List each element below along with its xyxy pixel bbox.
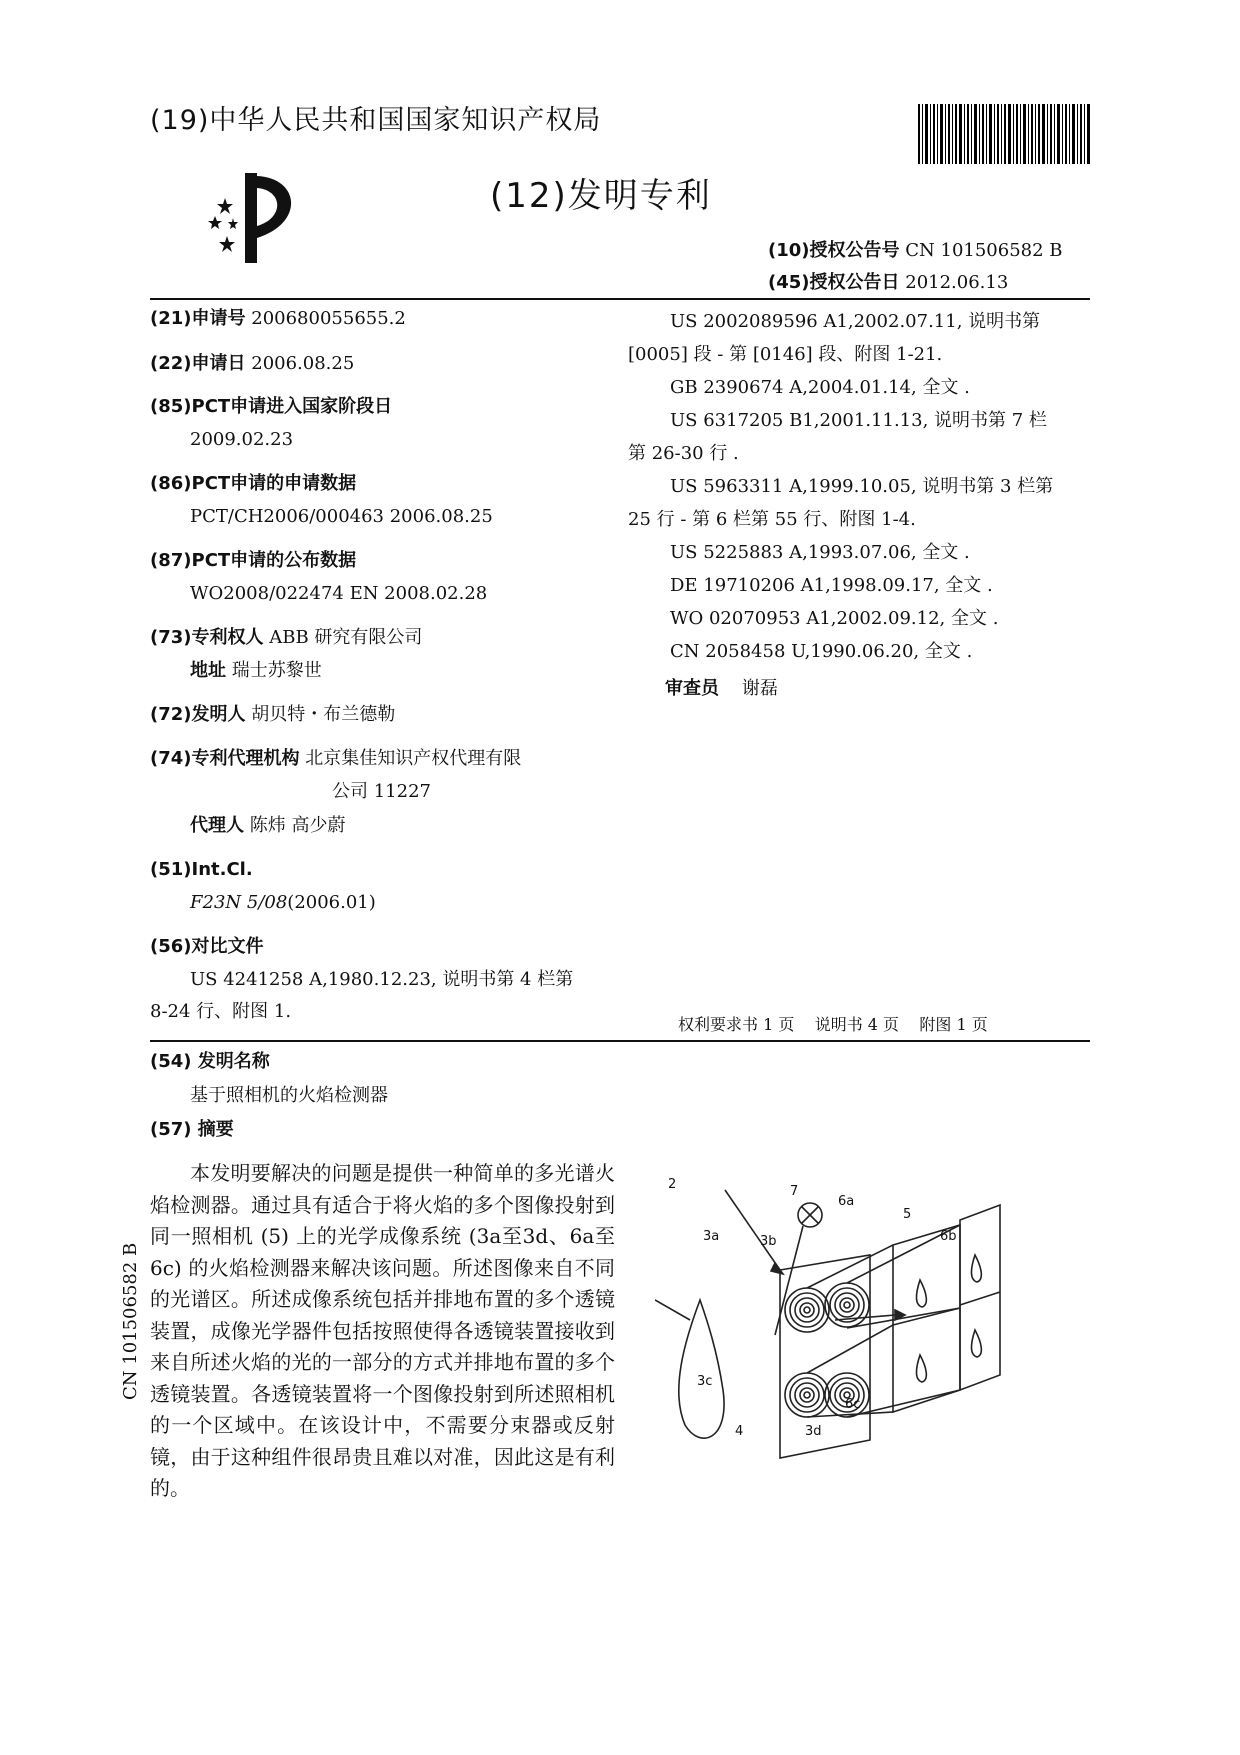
- citation-line: CN 2058458 U,1990.06.20, 全文 .: [670, 641, 973, 662]
- intcl-year: (2006.01): [287, 892, 376, 913]
- app-no-value: 200680055655.2: [251, 308, 406, 329]
- figure-label-3a: 3a: [703, 1229, 720, 1244]
- patentee: [150, 624, 422, 652]
- pct-app-label: (86)PCT申请的申请数据: [150, 473, 357, 494]
- barcode-image: [918, 104, 1090, 164]
- issuing-office: (19)中华人民共和国国家知识产权局: [150, 105, 602, 136]
- title-label: (54) 发明名称: [150, 1051, 270, 1072]
- patent-agency: [150, 745, 521, 773]
- citation-line: US 5225883 A,1993.07.06, 全文 .: [670, 542, 970, 563]
- figure-label-3d: 3d: [805, 1424, 822, 1439]
- header-divider: [150, 298, 1090, 300]
- section-divider: [150, 1040, 1090, 1042]
- cnipa-logo: [205, 168, 325, 268]
- citation-line: WO 02070953 A1,2002.09.12, 全文 .: [670, 608, 999, 629]
- app-no-label: (21)申请号: [150, 308, 246, 329]
- grant-pub-date: [768, 268, 1008, 294]
- citation-line: 第 26-30 行 .: [628, 443, 739, 464]
- citation-line: US 2002089596 A1,2002.07.11, 说明书第: [670, 311, 1041, 332]
- figure-label-3c: 3c: [697, 1374, 713, 1389]
- abstract-figure: [655, 1150, 1105, 1480]
- application-number: [150, 305, 406, 333]
- invention-title: 基于照相机的火焰检测器: [190, 1085, 388, 1106]
- figure-label-6b: 6b: [940, 1229, 957, 1244]
- figure-label-3b: 3b: [760, 1234, 777, 1249]
- figure-label-6c: 6c: [845, 1397, 861, 1412]
- document-type: (12)发明专利: [490, 176, 712, 216]
- patentee-label: (73)专利权人: [150, 627, 264, 648]
- figure-label-7: 7: [790, 1184, 799, 1199]
- citation-line: US 6317205 B1,2001.11.13, 说明书第 7 栏: [670, 410, 1047, 431]
- page-counts: 权利要求书 1 页 说明书 4 页 附图 1 页: [678, 1015, 988, 1034]
- examiner-label: 审查员: [665, 678, 719, 699]
- lens-3a: [785, 1288, 829, 1332]
- pct-app-data: PCT/CH2006/000463 2006.08.25: [190, 506, 493, 527]
- agency-name-line1: 北京集佳知识产权代理有限: [305, 748, 522, 769]
- inventor: [150, 701, 395, 729]
- intcl: [190, 889, 376, 917]
- figure-label-4: 4: [735, 1424, 744, 1439]
- citation-line: 25 行 - 第 6 栏第 55 行、附图 1-4.: [628, 509, 916, 530]
- patentee-address: [190, 657, 322, 685]
- lens-3c: [785, 1373, 829, 1417]
- figure-label-6a: 6a: [838, 1194, 855, 1209]
- agents: [190, 812, 345, 840]
- lens-3b: [825, 1283, 869, 1327]
- grant-pub-number: [768, 236, 1063, 262]
- pct-pub-label: (87)PCT申请的公布数据: [150, 550, 357, 571]
- reference-line: US 4241258 A,1980.12.23, 说明书第 4 栏第: [190, 969, 574, 990]
- inventor-value: 胡贝特・布兰德勒: [251, 704, 396, 725]
- pct-national-label: (85)PCT申请进入国家阶段日: [150, 396, 393, 417]
- citation-line: US 5963311 A,1999.10.05, 说明书第 3 栏第: [670, 476, 1054, 497]
- intcl-code: F23N 5/08: [190, 892, 288, 913]
- grant-pub-number-value: CN 101506582 B: [905, 240, 1063, 261]
- grant-pub-date-label: (45)授权公告日: [768, 272, 900, 293]
- agent-names: 陈炜 高少蔚: [249, 815, 346, 836]
- abstract-label: (57) 摘要: [150, 1119, 234, 1140]
- grant-pub-number-label: (10)授权公告号: [768, 240, 900, 261]
- examiner-name: 谢磊: [741, 678, 778, 699]
- filing-date: [150, 350, 354, 378]
- pct-pub-data: WO2008/022474 EN 2008.02.28: [190, 583, 488, 604]
- abstract-text: 本发明要解决的问题是提供一种简单的多光谱火焰检测器。通过具有适合于将火焰的多个图像投射到同一照相机 (5) 上的光学成像系统 (3a至3d、6a至6c) 的火焰检测器来解决该问题。所述图像来自不同的光谱区。所述成像系统包括并排地布置的多个透镜装置，成像光学器件包括按照使得各透镜装置接收到来自所述火焰的光的一部分的方式并排地布置的多个透镜装置。各透镜装置将一个图像投射到所述照相机的一个区域中。在该设计中，不需要分束器或反射镜，由于这种组件很昂贵且难以对准，因此这是有利的。: [150, 1161, 615, 1500]
- flame-shape: [679, 1300, 724, 1438]
- filing-date-value: 2006.08.25: [251, 353, 355, 374]
- citation-line: [0005] 段 - 第 [0146] 段、附图 1-21.: [628, 344, 943, 365]
- references-label: (56)对比文件: [150, 936, 264, 957]
- figure-label-2: 2: [668, 1177, 677, 1192]
- inventor-label: (72)发明人: [150, 704, 246, 725]
- patentee-value: ABB 研究有限公司: [269, 627, 423, 648]
- grant-pub-date-value: 2012.06.13: [905, 272, 1009, 293]
- figure-label-5: 5: [903, 1207, 912, 1222]
- citation-line: DE 19710206 A1,1998.09.17, 全文 .: [670, 575, 993, 596]
- agency-name-line2: 公司 11227: [332, 781, 431, 802]
- agent-label: 代理人: [190, 815, 244, 836]
- filing-date-label: (22)申请日: [150, 353, 246, 374]
- side-patent-number: CN 101506582 B: [120, 1242, 141, 1400]
- address-value: 瑞士苏黎世: [231, 660, 322, 681]
- pct-national-date: 2009.02.23: [190, 429, 294, 450]
- examiner: [665, 675, 778, 703]
- agency-label: (74)专利代理机构: [150, 748, 300, 769]
- camera-sensor: [960, 1205, 1000, 1390]
- citation-line: GB 2390674 A,2004.01.14, 全文 .: [670, 377, 970, 398]
- reference-line: 8-24 行、附图 1.: [150, 1001, 292, 1022]
- intcl-label: (51)Int.Cl.: [150, 859, 253, 880]
- address-label: 地址: [190, 660, 226, 681]
